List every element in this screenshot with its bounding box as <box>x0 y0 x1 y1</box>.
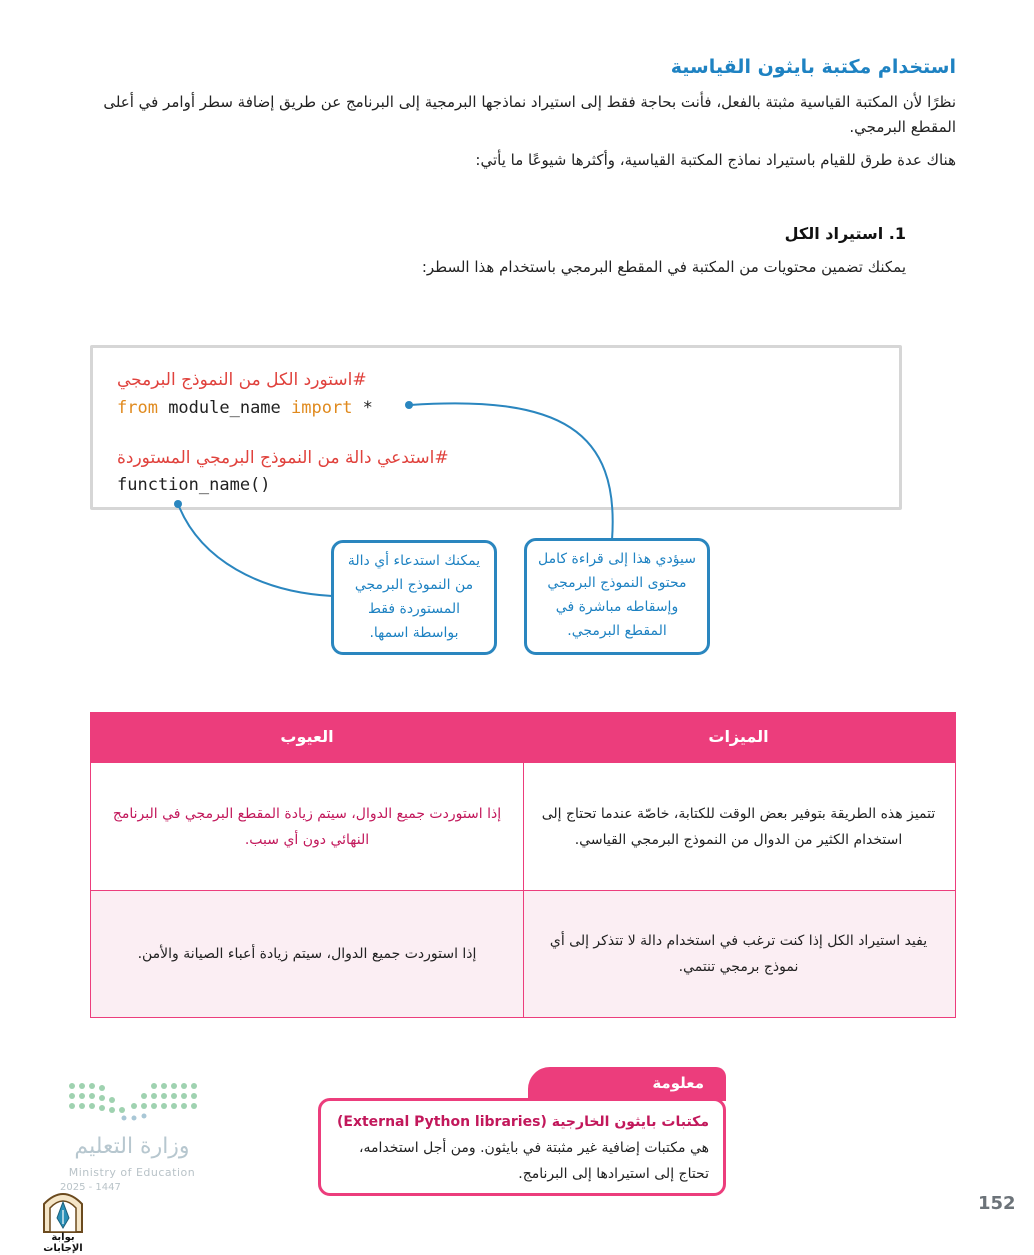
info-body: هي مكتبات إضافية غير مثبتة في بايثون. ومن أجل استخدامه، تحتاج إلى استيرادها إلى البرنامج. <box>359 1140 709 1182</box>
portal-label: بوابة الإجابات <box>43 1232 83 1254</box>
code-line-import <box>117 398 373 418</box>
advantage-cell: يفيد استيراد الكل إذا كنت ترغب في استخدام دالة لا تتذكر إلى أي نموذج برمجي تنتمي. <box>549 933 928 975</box>
ministry-logo <box>60 1078 205 1198</box>
info-box <box>318 1098 726 1196</box>
callout-import-all: سيؤدي هذا إلى قراءة كامل محتوى النموذج البرمجي وإسقاطه مباشرة في المقطع البرمجي. <box>524 538 710 655</box>
header-disadvantages: العيوب <box>280 727 334 746</box>
disadvantage-cell: إذا استوردت جميع الدوال، سيتم زيادة المقطع البرمجي في البرنامج النهائي دون أي سبب. <box>112 805 502 848</box>
code-text: module_name <box>157 398 292 418</box>
methods-paragraph: هناك عدة طرق للقيام باستيراد نماذج المكتبة القياسية، وأكثرها شيوعًا ما يأتي: <box>475 151 956 169</box>
page-number: 152 <box>978 1193 1016 1214</box>
code-comment: #استدعي دالة من النموذج البرمجي المستوردة <box>117 448 449 468</box>
code-example-box <box>90 345 902 510</box>
advantage-cell: تتميز هذه الطريقة بتوفير بعض الوقت للكتابة، خاصّة عندما تحتاج إلى استخدام الكثير من الدوال من النموذج البرمجي القياسي. <box>541 805 936 848</box>
column-divider <box>523 713 524 1017</box>
disadvantage-cell: إذا استوردت جميع الدوال، سيتم زيادة أعباء الصيانة والأمن. <box>137 946 477 962</box>
answers-portal-watermark <box>30 1188 96 1254</box>
logo-english-text: Ministry of Education <box>68 1166 196 1179</box>
logo-dots-icon <box>64 1078 202 1122</box>
section-heading: استخدام مكتبة بايثون القياسية <box>670 56 956 78</box>
info-tab: معلومة <box>528 1067 726 1101</box>
logo-arabic-text: وزارة التعليم <box>74 1134 190 1159</box>
code-comment: #استورد الكل من النموذج البرمجي <box>117 370 367 390</box>
callout-call-function: يمكنك استدعاء أي دالة من النموذج البرمجي المستوردة فقط بواسطة اسمها. <box>331 540 497 655</box>
pros-cons-table <box>90 712 956 1018</box>
intro-paragraph: نظرًا لأن المكتبة القياسية مثبتة بالفعل، فأنت بحاجة فقط إلى استيراد نماذجها البرمجية إلى البرنامج عن طريق إضافة سطر أوامر في أعلى المقطع البرمجي. <box>103 93 956 136</box>
code-text: * <box>352 398 373 418</box>
logo-year: 2025 - 1447 <box>60 1182 121 1193</box>
method-title: 1. استيراد الكل <box>784 224 906 243</box>
info-title: مكتبات بايثون الخارجية (External Python libraries) <box>336 1114 709 1130</box>
code-keyword: import <box>291 398 353 418</box>
portal-emblem-icon <box>30 1188 96 1234</box>
header-advantages: الميزات <box>708 727 769 746</box>
code-keyword: from <box>117 398 158 418</box>
method-intro: يمكنك تضمين محتويات من المكتبة في المقطع البرمجي باستخدام هذا السطر: <box>421 258 906 276</box>
code-line-call: function_name() <box>117 475 271 495</box>
